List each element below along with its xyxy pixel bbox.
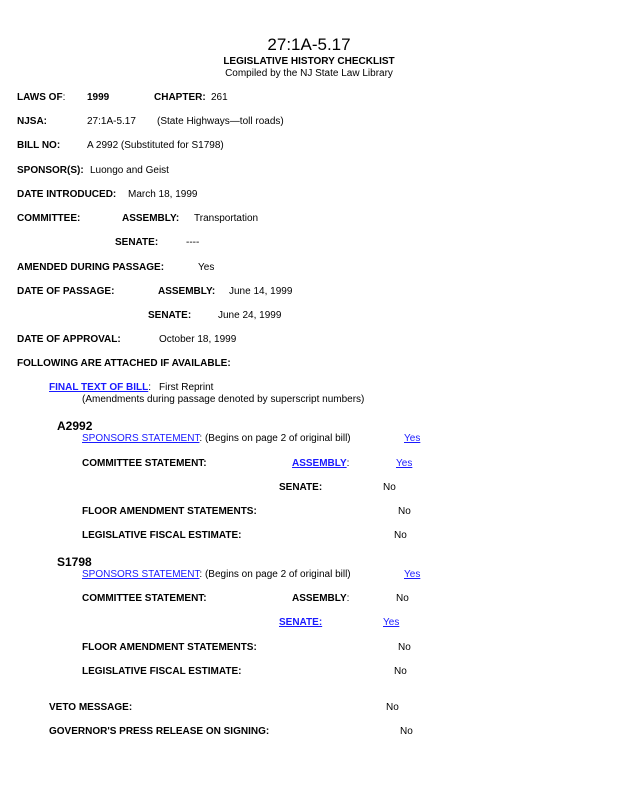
- a2992-committee-label: COMMITTEE STATEMENT:: [82, 458, 207, 469]
- date-introduced-label: DATE INTRODUCED:: [17, 189, 117, 200]
- final-text-colon: :: [148, 382, 152, 393]
- s1798-sponsors-link[interactable]: SPONSORS STATEMENT: [82, 569, 200, 580]
- s1798-sponsors-row: [82, 569, 351, 580]
- committee-assembly-value: Transportation: [194, 213, 259, 224]
- sponsors-label: SPONSOR(S):: [17, 165, 84, 176]
- passage-assembly-label: ASSEMBLY:: [158, 286, 216, 297]
- s1798-senate-yes-link[interactable]: Yes: [383, 617, 400, 628]
- s1798-floor-label: FLOOR AMENDMENT STATEMENTS:: [82, 642, 257, 653]
- a2992-sponsors-row: [82, 433, 351, 444]
- s1798-senate-link[interactable]: SENATE:: [279, 617, 323, 628]
- committee-label: COMMITTEE:: [17, 213, 81, 224]
- a2992-assembly-link[interactable]: ASSEMBLY: [292, 458, 347, 469]
- amended-label: AMENDED DURING PASSAGE:: [17, 262, 165, 273]
- chapter-label: CHAPTER:: [154, 92, 206, 103]
- laws-of-row: [17, 92, 65, 103]
- njsa-desc: (State Highways—toll roads): [157, 116, 284, 127]
- a2992-sponsors-link[interactable]: SPONSORS STATEMENT: [82, 433, 200, 444]
- s1798-fiscal-label: LEGISLATIVE FISCAL ESTIMATE:: [82, 666, 242, 677]
- a2992-heading: A2992: [57, 419, 93, 433]
- date-of-approval-value: October 18, 1999: [159, 334, 237, 345]
- bill-no-label: BILL NO:: [17, 140, 61, 151]
- a2992-fiscal-value: No: [394, 530, 407, 541]
- sponsors-value: Luongo and Geist: [90, 165, 169, 176]
- s1798-assembly-value: No: [396, 593, 409, 604]
- s1798-sponsors-yes-link[interactable]: Yes: [404, 569, 421, 580]
- a2992-assembly-colon: :: [346, 458, 350, 469]
- bill-no-value: A 2992 (Substituted for S1798): [87, 140, 224, 151]
- amended-value: Yes: [198, 262, 215, 273]
- veto-label: VETO MESSAGE:: [49, 702, 133, 713]
- passage-assembly-value: June 14, 1999: [229, 286, 293, 297]
- final-text-row: [49, 382, 151, 393]
- committee-senate-value: ----: [186, 237, 200, 248]
- press-release-label: GOVERNOR'S PRESS RELEASE ON SIGNING:: [49, 726, 270, 737]
- s1798-assembly-label: ASSEMBLY: [292, 593, 347, 604]
- compiled-by: Compiled by the NJ State Law Library: [225, 68, 393, 79]
- attached-heading: FOLLOWING ARE ATTACHED IF AVAILABLE:: [17, 358, 231, 369]
- s1798-fiscal-value: No: [394, 666, 407, 677]
- veto-value: No: [386, 702, 399, 713]
- press-release-value: No: [400, 726, 413, 737]
- chapter-value: 261: [211, 92, 228, 103]
- passage-senate-value: June 24, 1999: [218, 310, 282, 321]
- a2992-assembly-yes-link[interactable]: Yes: [396, 458, 413, 469]
- njsa-label: NJSA:: [17, 116, 48, 127]
- a2992-floor-label: FLOOR AMENDMENT STATEMENTS:: [82, 506, 257, 517]
- njsa-value: 27:1A-5.17: [87, 116, 136, 127]
- s1798-sponsors-note: : (Begins on page 2 of original bill): [199, 569, 351, 580]
- s1798-heading: S1798: [57, 555, 92, 569]
- s1798-committee-label: COMMITTEE STATEMENT:: [82, 593, 207, 604]
- a2992-assembly-row: [292, 458, 349, 469]
- a2992-floor-value: No: [398, 506, 411, 517]
- committee-senate-label: SENATE:: [115, 237, 159, 248]
- final-text-value: First Reprint: [159, 382, 214, 393]
- laws-of-year: 1999: [87, 92, 110, 103]
- date-of-passage-label: DATE OF PASSAGE:: [17, 286, 115, 297]
- date-introduced-value: March 18, 1999: [128, 189, 198, 200]
- a2992-fiscal-label: LEGISLATIVE FISCAL ESTIMATE:: [82, 530, 242, 541]
- passage-senate-label: SENATE:: [148, 310, 192, 321]
- a2992-sponsors-note: : (Begins on page 2 of original bill): [199, 433, 351, 444]
- date-of-approval-label: DATE OF APPROVAL:: [17, 334, 121, 345]
- laws-of-colon: :: [62, 92, 66, 103]
- a2992-senate-value: No: [383, 482, 396, 493]
- committee-assembly-label: ASSEMBLY:: [122, 213, 180, 224]
- s1798-assembly-row: [292, 593, 349, 604]
- a2992-senate-label: SENATE:: [279, 482, 323, 493]
- final-text-note: (Amendments during passage denoted by superscript numbers): [82, 394, 365, 405]
- laws-of-label: LAWS OF: [17, 92, 63, 103]
- page-title: 27:1A-5.17: [267, 35, 351, 54]
- final-text-link[interactable]: FINAL TEXT OF BILL: [49, 382, 149, 393]
- s1798-floor-value: No: [398, 642, 411, 653]
- a2992-sponsors-yes-link[interactable]: Yes: [404, 433, 421, 444]
- s1798-assembly-colon: :: [346, 593, 350, 604]
- page-subtitle: LEGISLATIVE HISTORY CHECKLIST: [223, 56, 395, 67]
